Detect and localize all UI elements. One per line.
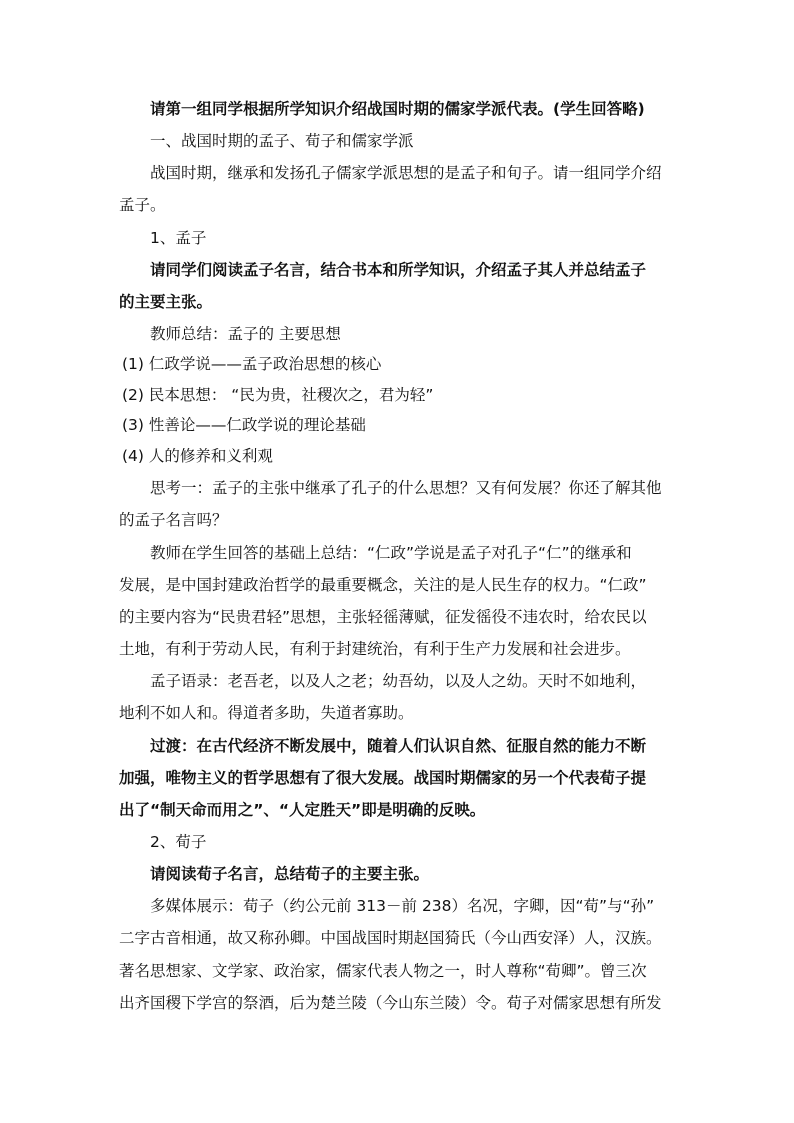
subsection-heading-mencius: 1、孟子 — [150, 229, 207, 247]
paragraph-line: 孟子。 — [119, 196, 166, 214]
paragraph-line: 战国时期，继承和发扬孔子儒家学派思想的是孟子和旬子。请一组同学介绍 — [150, 164, 662, 182]
paragraph-line: 的主要内容为“民贵君轻”思想，主张轻徭薄赋，征发徭役不违农时，给农民以 — [119, 608, 647, 626]
paragraph-line: 发展，是中国封建政治哲学的最重要概念，关注的是人民生存的权力。“仁政” — [119, 576, 647, 594]
transition-text: 加强，唯物主义的哲学思想有了很大发展。战国时期儒家的另一个代表荀子提 — [119, 769, 647, 787]
intro-question: 请第一组同学根据所学知识介绍战国时期的儒家学派代表。(学生回答略) — [150, 100, 645, 118]
paragraph-line: 教师在学生回答的基础上总结：“仁政”学说是孟子对孔子“仁”的继承和 — [150, 544, 632, 562]
list-item: (3) 性善论——仁政学说的理论基础 — [122, 416, 366, 434]
paragraph-line: 土地，有利于劳动人民，有利于封建统治，有利于生产力发展和社会进步。 — [119, 640, 631, 658]
list-item: (2) 民本思想： “民为贵，社稷次之，君为轻” — [122, 386, 434, 404]
paragraph-line: 二字古音相通，故又称孙卿。中国战国时期赵国猗氏（今山西安泽）人，汉族。 — [119, 929, 662, 947]
paragraph-line: 教师总结：孟子的 主要思想 — [150, 325, 341, 343]
transition-text: 过渡：在古代经济不断发展中，随着人们认识自然、征服自然的能力不断 — [150, 737, 647, 755]
task-instruction: 的主要主张。 — [119, 293, 213, 311]
subsection-heading-xunzi: 2、荀子 — [150, 833, 207, 851]
task-instruction: 请阅读荀子名言，总结荀子的主要主张。 — [150, 865, 430, 883]
paragraph-line: 的孟子名言吗？ — [119, 511, 228, 529]
paragraph-line: 孟子语录：老吾老，以及人之老；幼吾幼，以及人之幼。天时不如地利， — [150, 672, 647, 690]
paragraph-line: 著名思想家、文学家、政治家，儒家代表人物之一，时人尊称“荀卿”。曾三次 — [119, 962, 647, 980]
list-item: (1) 仁政学说——孟子政治思想的核心 — [122, 355, 382, 373]
transition-text: 出了“制天命而用之”、“人定胜天”即是明确的反映。 — [119, 801, 486, 819]
paragraph-line: 多媒体展示：荀子（约公元前 313－前 238）名况，字卿，因“荀”与“孙” — [150, 897, 655, 915]
task-instruction: 请同学们阅读孟子名言，结合书本和所学知识，介绍孟子其人并总结孟子 — [150, 261, 647, 279]
paragraph-line: 思考一：孟子的主张中继承了孔子的什么思想？又有何发展？你还了解其他 — [150, 479, 662, 497]
paragraph-line: 地利不如人和。得道者多助，失道者寡助。 — [119, 704, 414, 722]
list-item: (4) 人的修养和义利观 — [122, 447, 273, 465]
paragraph-line: 出齐国稷下学宫的祭酒，后为楚兰陵（今山东兰陵）令。荀子对儒家思想有所发 — [119, 994, 662, 1012]
section-heading: 一、战国时期的孟子、荀子和儒家学派 — [150, 132, 414, 150]
